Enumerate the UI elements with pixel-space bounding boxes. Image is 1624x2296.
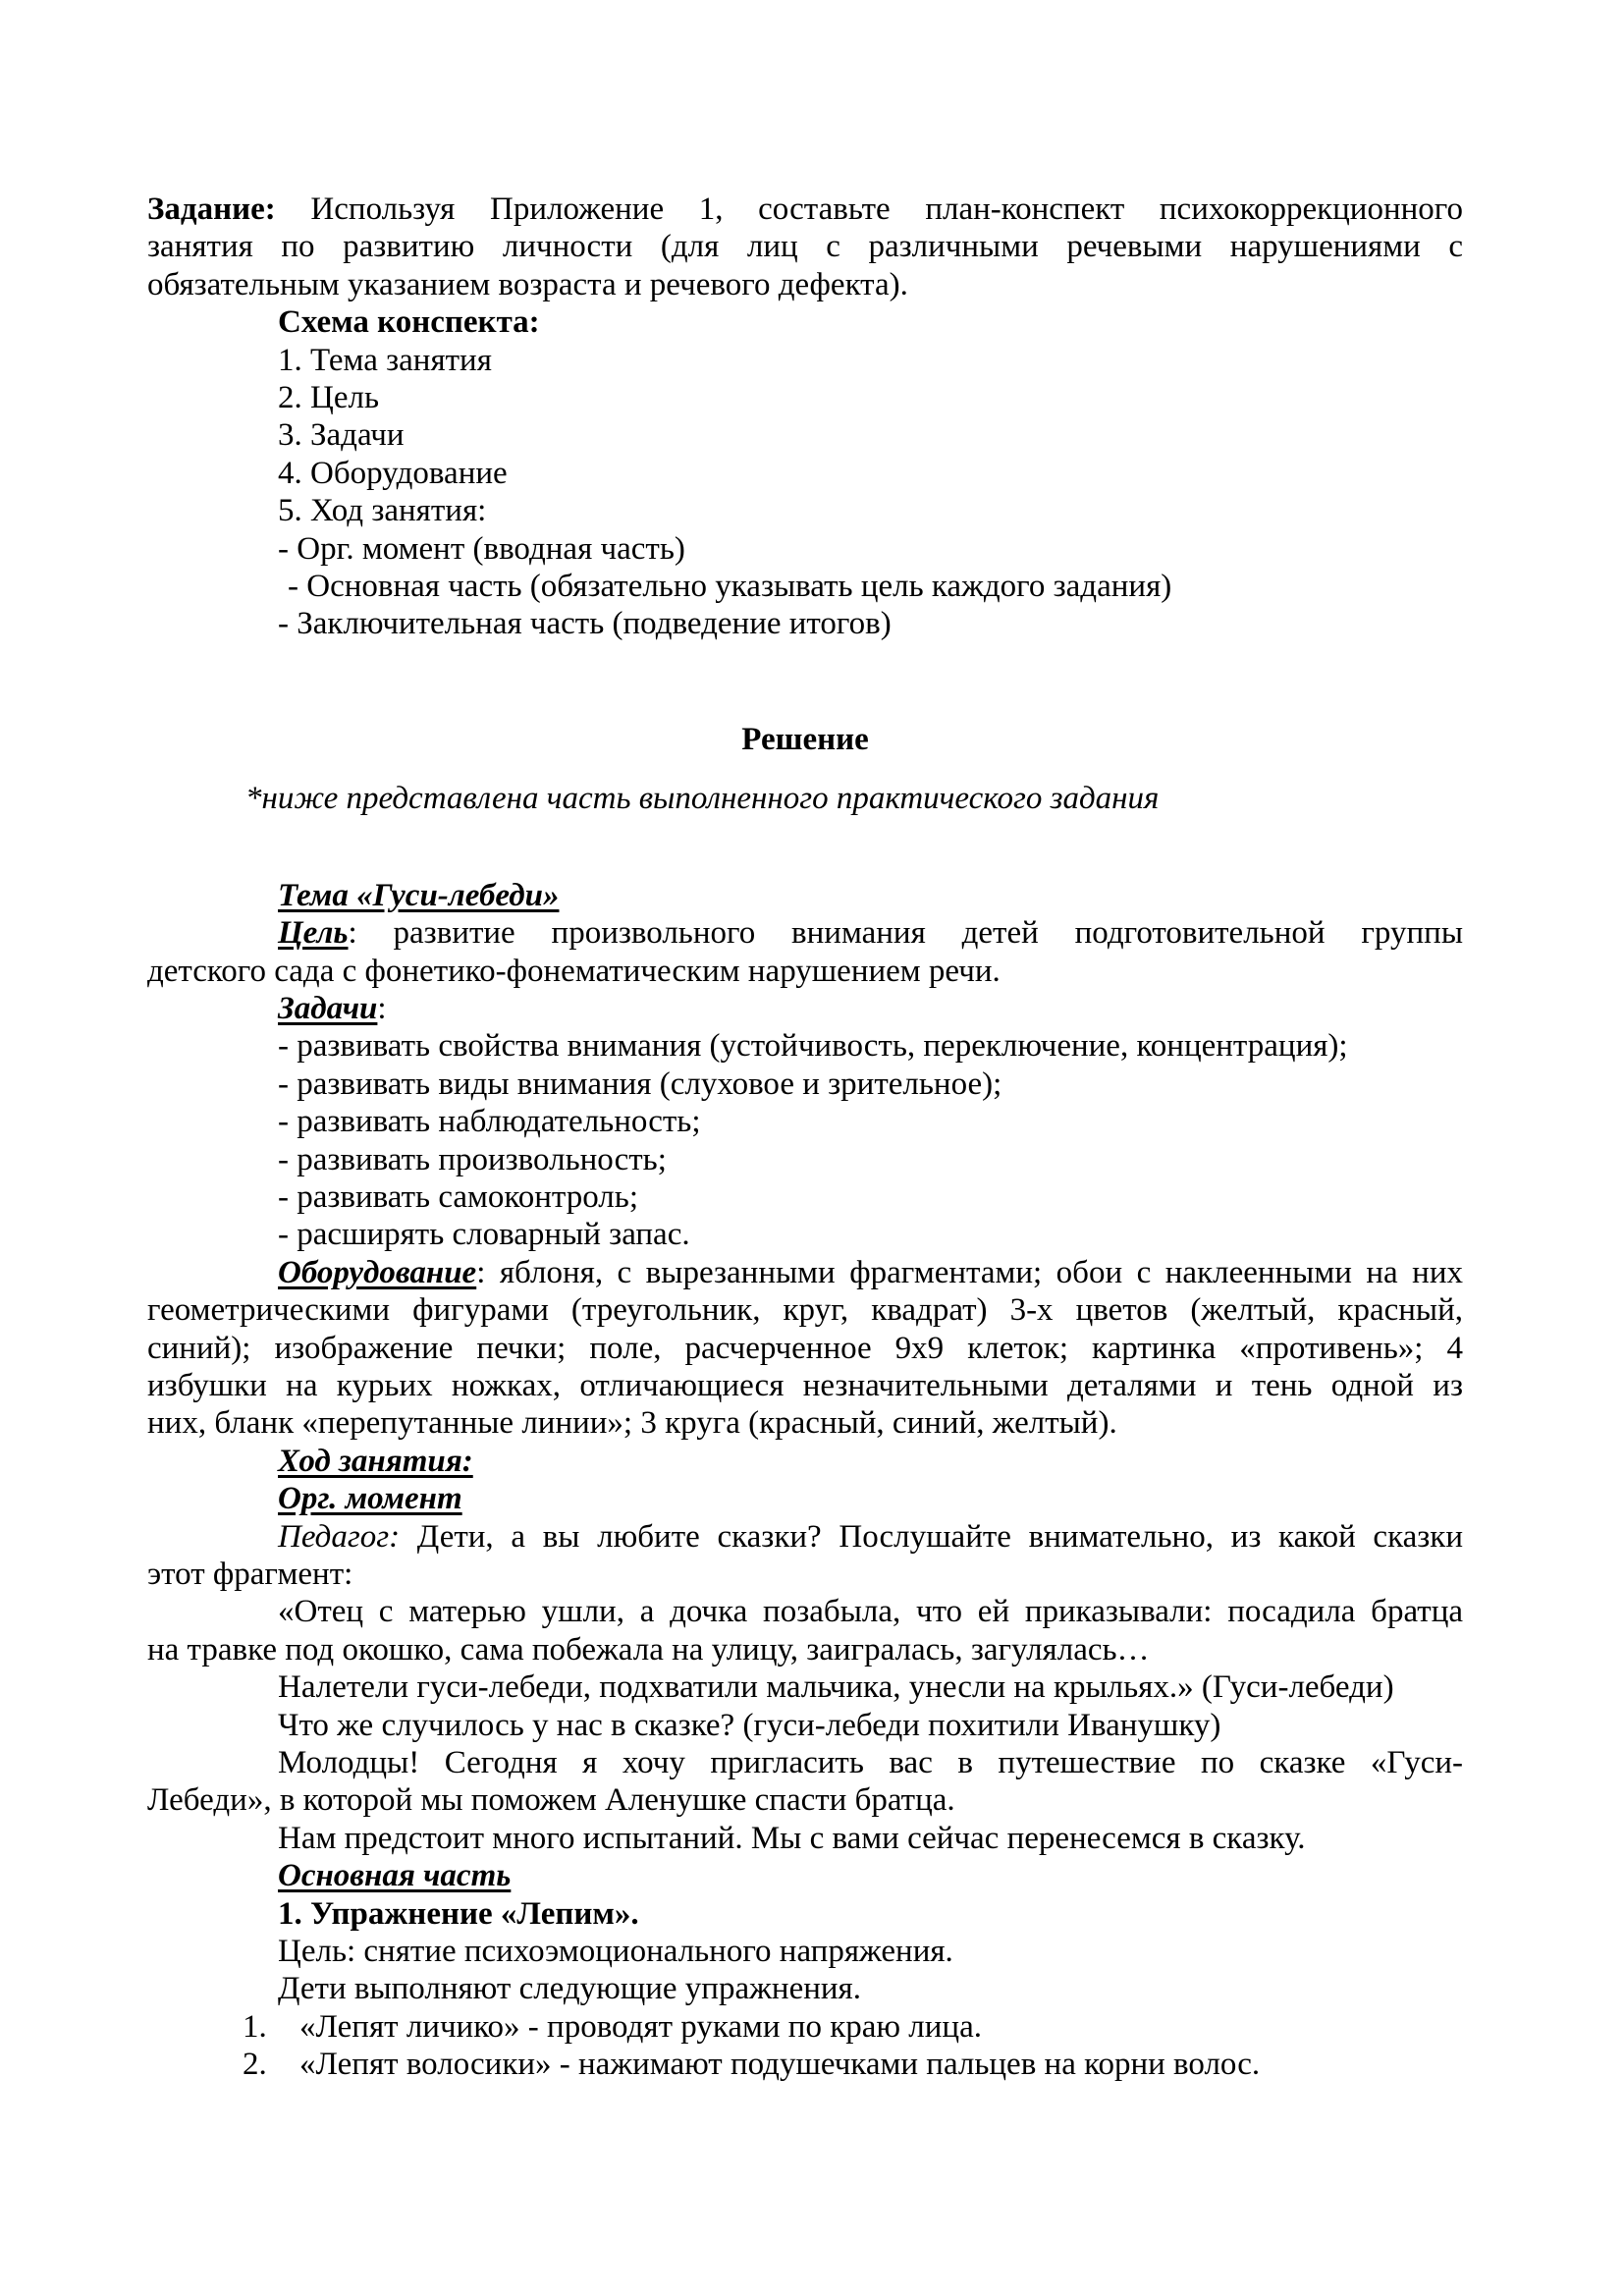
text-line xyxy=(147,266,1463,303)
goal-paragraph xyxy=(147,914,1463,990)
text-line xyxy=(147,1480,1463,1517)
text-segment: Лебеди», в которой мы поможем Аленушке спасти братца. xyxy=(147,1782,955,1819)
exercise-heading xyxy=(147,1895,1463,1933)
exercise-intro-line xyxy=(147,1970,1463,2007)
text-line xyxy=(147,1254,1463,1291)
text-line xyxy=(147,492,1463,529)
text-line xyxy=(147,191,1463,228)
text-segment: Схема конспекта: xyxy=(278,304,540,341)
text-line xyxy=(147,1970,1463,2007)
text-line xyxy=(147,1404,1463,1442)
text-segment: Ход занятия: xyxy=(278,1443,473,1479)
text-segment: них, бланк «перепутанные линии»; 3 круга (красный, синий, желтый). xyxy=(147,1405,1117,1442)
text-line xyxy=(147,1933,1463,1970)
exercise-steps-list xyxy=(147,2008,1463,2084)
text-segment: Основная часть xyxy=(278,1858,512,1894)
text-segment: 2. Цель xyxy=(278,380,379,416)
question-line xyxy=(147,1707,1463,1744)
text-line xyxy=(147,1820,1463,1857)
text-segment: 2. xyxy=(243,2047,267,2083)
text-line xyxy=(147,1895,1463,1933)
text-line xyxy=(147,416,1463,454)
text-line xyxy=(147,1556,1463,1593)
text-segment: этот фрагмент: xyxy=(147,1557,353,1592)
task-statement-paragraph xyxy=(147,191,1463,303)
text-segment: - развивать самоконтроль; xyxy=(278,1178,638,1215)
text-line xyxy=(147,1631,1463,1668)
text-segment: 1. xyxy=(243,2008,267,2045)
text-line xyxy=(147,1744,1463,1781)
text-segment: Дети, а вы любите сказки? Послушайте внимательно, из какой сказки xyxy=(400,1518,1463,1555)
text-line xyxy=(147,455,1463,492)
text-line xyxy=(147,1330,1463,1367)
text-segment: 3. Задачи xyxy=(278,417,405,454)
tale-quote-paragraph xyxy=(147,1593,1463,1668)
text-segment: «Лепят волосики» - нажимают подушечками пальцев на корни волос. xyxy=(299,2047,1261,2083)
text-line xyxy=(147,303,1463,341)
text-line xyxy=(147,1291,1463,1329)
text-segment: - Орг. момент (вводная часть) xyxy=(278,530,685,567)
text-line xyxy=(147,379,1463,416)
text-segment: 1. Упражнение «Лепим». xyxy=(278,1895,639,1932)
text-segment: синий); изображение печки; поле, расчерченное 9х9 клеток; картинка «противень»; 4 xyxy=(147,1330,1463,1366)
text-segment: Задание: xyxy=(147,191,276,227)
exercise-goal-line xyxy=(147,1933,1463,1970)
text-segment: Орг. момент xyxy=(278,1481,462,1517)
text-segment: Налетели гуси-лебеди, подхватили мальчика, унесли на крыльях.» (Гуси-лебеди) xyxy=(278,1669,1394,1706)
text-segment: Оборудование xyxy=(278,1254,477,1290)
invitation-paragraph xyxy=(147,1744,1463,1820)
text-line xyxy=(147,877,1463,914)
text-segment: 4. Оборудование xyxy=(278,455,508,491)
text-segment: Используя Приложение 1, составьте план-конспект психокоррекционного xyxy=(275,191,1463,227)
text-line xyxy=(147,2008,1463,2046)
text-segment: «Отец с матерью ушли, а дочка позабыла, что ей приказывали: посадила братца xyxy=(278,1594,1463,1630)
text-segment: Тема «Гуси-лебеди» xyxy=(278,877,560,913)
text-segment: «Лепят личико» - проводят руками по краю лица. xyxy=(299,2008,982,2045)
text-line xyxy=(147,721,1463,758)
text-segment: - развивать наблюдательность; xyxy=(278,1104,701,1140)
text-segment: избушки на курьих ножках, отличающиеся незначительными деталями и тень одной из xyxy=(147,1367,1463,1403)
text-segment: - развивать свойства внимания (устойчивость, переключение, концентрация); xyxy=(278,1028,1348,1065)
text-segment: Что же случилось у нас в сказке? (гуси-лебеди похитили Иванушку) xyxy=(278,1707,1221,1743)
text-segment: - Основная часть (обязательно указывать цель каждого задания) xyxy=(288,569,1172,605)
text-segment: - развивать произвольность; xyxy=(278,1141,667,1177)
text-line xyxy=(147,1593,1463,1630)
text-segment: Цель xyxy=(278,915,349,952)
text-line xyxy=(147,1216,1463,1253)
text-line xyxy=(147,953,1463,990)
text-line xyxy=(147,1027,1463,1065)
text-line xyxy=(147,568,1463,605)
text-line xyxy=(147,1781,1463,1819)
text-segment: Нам предстоит много испытаний. Мы с вами сейчас перенесемся в сказку. xyxy=(278,1820,1306,1856)
tasks-list xyxy=(147,1027,1463,1253)
text-segment: геометрическими фигурами (треугольник, круг, квадрат) 3-х цветов (желтый, красный, xyxy=(147,1292,1463,1329)
text-line xyxy=(147,2046,1463,2083)
text-line xyxy=(147,605,1463,642)
text-line xyxy=(147,530,1463,568)
solution-note xyxy=(147,780,1463,817)
text-segment: - развивать виды внимания (слуховое и зрительное); xyxy=(278,1066,1002,1102)
text-line xyxy=(147,228,1463,265)
text-line xyxy=(147,1707,1463,1744)
text-segment: 1. Тема занятия xyxy=(278,342,492,378)
text-segment: - расширять словарный запас. xyxy=(278,1217,690,1253)
text-segment: обязательным указанием возраста и речевого дефекта). xyxy=(147,266,908,302)
document-content xyxy=(147,191,1463,2084)
outline-list xyxy=(147,342,1463,643)
tale-quote-end-line xyxy=(147,1668,1463,1706)
text-line xyxy=(147,1518,1463,1556)
text-line xyxy=(147,1178,1463,1216)
outline-heading xyxy=(147,303,1463,341)
text-segment: : яблоня, с вырезанными фрагментами; обои с наклеенными на них xyxy=(476,1254,1463,1290)
text-line xyxy=(147,1668,1463,1706)
text-segment: занятия по развитию личности (для лиц с различными речевыми нарушениями с xyxy=(147,229,1463,265)
text-line xyxy=(147,1857,1463,1894)
text-line xyxy=(147,1103,1463,1140)
transition-line xyxy=(147,1820,1463,1857)
text-segment: Цель: снятие психоэмоционального напряжения. xyxy=(278,1934,953,1970)
text-line xyxy=(147,914,1463,952)
text-segment: - Заключительная часть (подведение итогов) xyxy=(278,606,892,642)
text-segment: детского сада с фонетико-фонематическим нарушением речи. xyxy=(147,953,1001,989)
text-segment: 5. Ход занятия: xyxy=(278,493,487,529)
text-segment: : развитие произвольного внимания детей подготовительной группы xyxy=(348,915,1463,952)
org-moment-heading xyxy=(147,1480,1463,1517)
text-line xyxy=(147,780,1463,817)
tasks-heading xyxy=(147,990,1463,1027)
main-part-heading xyxy=(147,1857,1463,1894)
text-segment: Дети выполняют следующие упражнения. xyxy=(278,1971,861,2007)
text-line xyxy=(147,1141,1463,1178)
text-line xyxy=(147,342,1463,379)
text-segment: Молодцы! Сегодня я хочу пригласить вас в путешествие по сказке «Гуси- xyxy=(278,1745,1463,1781)
text-line xyxy=(147,1066,1463,1103)
text-segment: *ниже представлена часть выполненного практического задания xyxy=(245,781,1160,817)
equipment-paragraph xyxy=(147,1254,1463,1443)
lesson-flow-heading xyxy=(147,1443,1463,1480)
text-line xyxy=(147,990,1463,1027)
text-segment: Решение xyxy=(741,721,869,757)
text-segment: Педагог: xyxy=(278,1518,401,1555)
text-segment: на травке под окошко, сама побежала на улицу, заигралась, загулялась… xyxy=(147,1631,1150,1667)
teacher-intro-paragraph xyxy=(147,1518,1463,1594)
text-segment: : xyxy=(377,990,387,1026)
topic-heading xyxy=(147,877,1463,914)
text-line xyxy=(147,1443,1463,1480)
solution-heading xyxy=(147,721,1463,758)
text-segment: Задачи xyxy=(278,990,378,1026)
text-line xyxy=(147,1367,1463,1404)
